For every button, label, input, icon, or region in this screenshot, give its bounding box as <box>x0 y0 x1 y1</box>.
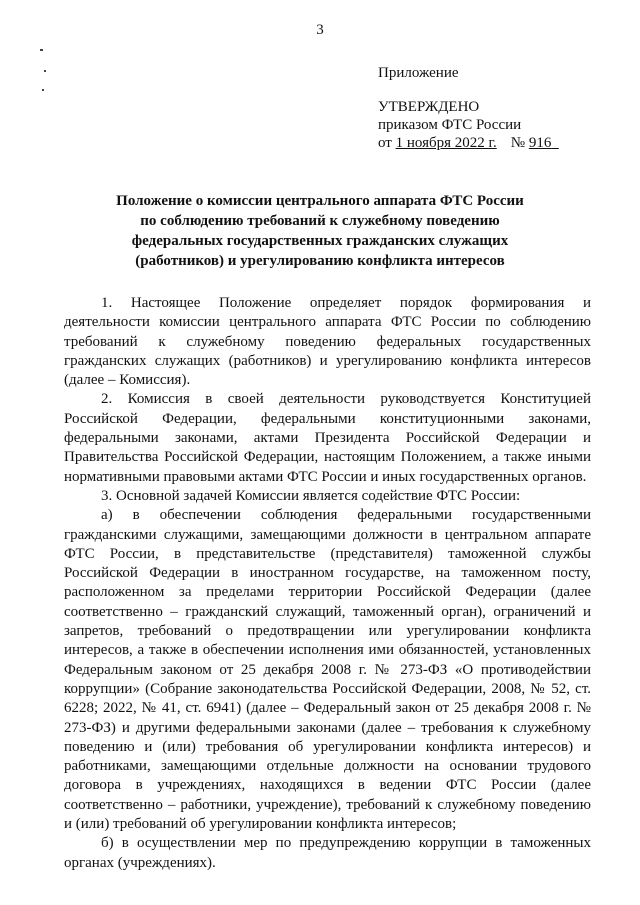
page-number: 3 <box>316 22 324 38</box>
order-date: 1 ноября 2022 г. <box>395 135 497 151</box>
approved-label: УТВЕРЖДЕНО <box>378 99 480 115</box>
document-body <box>64 294 591 873</box>
paragraph-1: 1. Настоящее Положение определяет порядок формирования и деятельности комиссии центрального аппарата ФТС России по соблюдению требований к служебному поведению федеральных государственных гражданских служащих (работников) и урегулированию конфликта интересов (далее – Комиссия). <box>64 295 591 389</box>
order-number: 916 <box>528 135 552 151</box>
order-line: приказом ФТС России <box>378 117 522 133</box>
title-line: по соблюдению требований к служебному поведению <box>140 213 500 229</box>
title-line: Положение о комиссии центрального аппарата ФТС России <box>116 193 524 209</box>
paragraph-3: 3. Основной задачей Комиссии является содействие ФТС России: <box>101 487 521 504</box>
document-title <box>100 191 540 271</box>
scan-mark <box>44 70 46 72</box>
title-line: федеральных государственных гражданских служащих <box>131 233 509 249</box>
scan-mark <box>42 89 44 91</box>
paragraph-3a: а) в обеспечении соблюдения федеральными государственными гражданскими служащими, замещающими должности в центральном аппарате ФТС России, в представительстве (представителя) таможенной службы Российской Федерации в иностранном государстве, на таможенном посту, расположенном за пределами территории Российской Федерации (далее соответственно – гражданский служащий, таможенный орган), ограничений и запретов, требований о предотвращении или урегулировании конфликта интересов, а также в обеспечении исполнения ими обязанностей, установленных Федеральным законом от 25 декабря 2008 г. № 273-ФЗ «О противодействии коррупции» (Собрание законодательства Российской Федерации, 2008, № 52, ст. 6228; 2022, № 41, ст. 6941) (далее – Федеральный закон от 25 декабря 2008 г. № 273-ФЗ) и другими федеральными законами (далее – требования к служебному поведению и (или) требования об урегулировании конфликта интересов) и работниками, замещающими отдельные должности на основании трудового договора в учреждениях, находящихся в ведении ФТС России (далее соответственно – работники, учреждение), требований к служебному поведению и (или) требований об урегулировании конфликта интересов; <box>64 507 591 833</box>
appendix-label: Приложение <box>378 65 459 81</box>
approval-block <box>378 64 559 152</box>
date-prefix: от <box>378 135 396 151</box>
title-line: (работников) и урегулированию конфликта интересов <box>135 253 505 269</box>
number-prefix: № <box>510 135 529 151</box>
order-date-line <box>378 134 559 152</box>
underline-tail <box>551 135 559 151</box>
paragraph-2: 2. Комиссия в своей деятельности руководствуется Конституцией Российской Федерации, федеральными конституционными законами, федеральными законами, актами Президента Российской Федерации и Правительства Российской Федерации, настоящим Положением, а также иными нормативными правовыми актами ФТС России и иных государственных органов. <box>64 391 591 485</box>
paragraph-3b: б) в осуществлении мер по предупреждению коррупции в таможенных органах (учреждениях). <box>64 835 591 871</box>
scan-mark <box>40 49 43 51</box>
